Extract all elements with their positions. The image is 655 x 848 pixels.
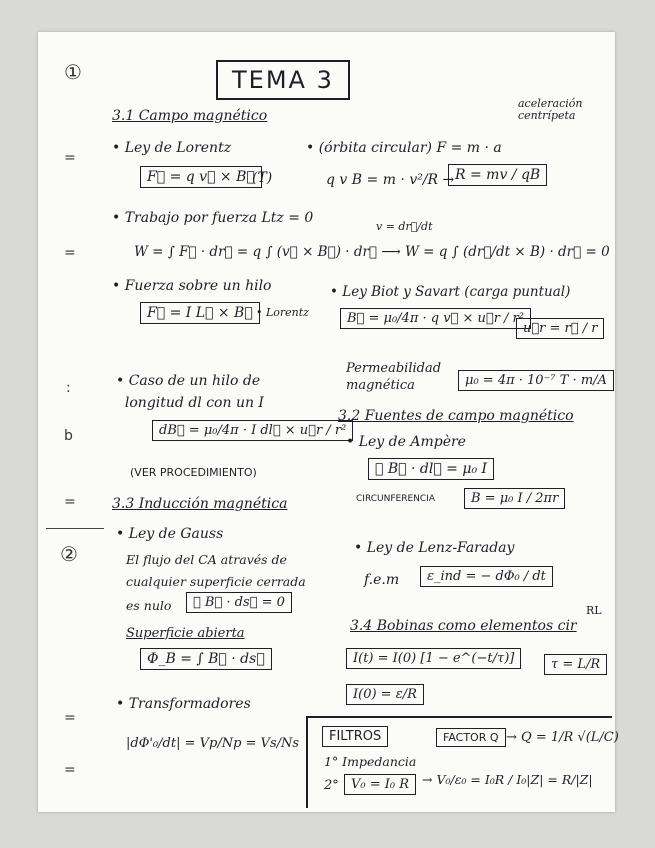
gauss-text-line3: es nulo [126, 598, 172, 613]
transformers-formula: |dΦ'₀/dt| = Vp/Np = Vs/Ns [126, 736, 300, 751]
current-formula: I(t) = I(0) [1 − e^(−t/τ)] [346, 648, 521, 669]
gauss-text-line1: El flujo del CA através de [126, 552, 287, 567]
impedance-heading: 1° Impedancia [324, 754, 417, 769]
ampere-heading: • Ley de Ampère [346, 434, 466, 450]
transformers-heading: • Transformadores [116, 696, 251, 712]
biot-savart-formula: B⃗ = μ₀/4π · q v⃗ × u⃗r / r² [340, 308, 531, 329]
margin-divider [46, 528, 104, 529]
initial-current-formula: I(0) = ε/R [346, 684, 424, 705]
velocity-note: v = dr⃗/dt [376, 220, 433, 233]
section-heading-3-3: 3.3 Inducción magnética [112, 496, 288, 512]
circumference-formula: B = μ₀ I / 2πr [464, 488, 565, 509]
open-surface-heading: Superficie abierta [126, 626, 245, 641]
circumference-label: CIRCUNFERENCIA [356, 494, 435, 504]
margin-number-1: ① [64, 60, 82, 84]
output-voltage-formula: V₀ = I₀ R [344, 774, 416, 795]
rl-label: RL [586, 604, 602, 617]
gauss-heading: • Ley de Gauss [116, 526, 224, 542]
lorentz-unit: (T) [252, 170, 273, 186]
section-heading-3-1: 3.1 Campo magnético [112, 108, 268, 124]
orbit-radius-formula: R = mv / qB [448, 164, 547, 186]
margin-mark: = [64, 150, 76, 166]
lenz-faraday-formula: ε_ind = − dΦ₀ / dt [420, 566, 553, 587]
orbit-heading: • (órbita circular) F = m · a [306, 140, 502, 156]
filters-top-border [306, 716, 612, 718]
section-heading-3-4: 3.4 Bobinas como elementos cir [350, 618, 577, 634]
margin-number-2: ② [60, 542, 78, 566]
section-heading-3-2: 3.2 Fuentes de campo magnético [338, 408, 574, 424]
lorentz-note: • Lorentz [256, 306, 309, 319]
quality-factor-label: FACTOR Q [436, 728, 506, 747]
page-title: TEMA 3 [216, 60, 350, 100]
lorentz-heading: • Ley de Lorentz [112, 140, 232, 156]
ampere-formula: ∮ B⃗ · dl⃗ = μ₀ I [368, 458, 494, 480]
wire-element-formula: dB⃗ = μ₀/4π · I dl⃗ × u⃗r / r² [152, 420, 353, 441]
gauss-text-line2: cualquier superficie cerrada [126, 574, 306, 589]
gauss-formula: ∮ B⃗ · ds⃗ = 0 [186, 592, 292, 613]
filters-label: FILTROS [322, 726, 388, 747]
open-surface-formula: Φ_B = ∫ B⃗ · ds⃗ [140, 648, 272, 670]
voltage-ratio-formula: → V₀/ε₀ = I₀R / I₀|Z| = R/|Z| [422, 772, 593, 787]
emf-label: f.e.m [364, 572, 400, 588]
margin-mark: : [66, 380, 71, 396]
filters-left-border [306, 716, 308, 808]
lenz-faraday-heading: • Ley de Lenz-Faraday [354, 540, 515, 556]
see-procedure-note: (VER PROCEDIMIENTO) [130, 466, 257, 479]
lorentz-formula: F⃗ = q v⃗ × B⃗ [140, 166, 262, 188]
wire-force-heading: • Fuerza sobre un hilo [112, 278, 272, 294]
biot-savart-heading: • Ley Biot y Savart (carga puntual) [330, 284, 571, 300]
permeability-label: Permeabilidad magnética [346, 361, 442, 393]
unit-vector-formula: u⃗r = r⃗ / r [516, 318, 604, 339]
margin-mark: = [64, 245, 76, 261]
quality-factor-formula: → Q = 1/R √(L/C) [506, 730, 619, 745]
margin-mark: = [64, 710, 76, 726]
margin-mark: = [64, 494, 76, 510]
margin-mark: b [64, 428, 73, 444]
permeability-formula: μ₀ = 4π · 10⁻⁷ T · m/A [458, 370, 614, 391]
orbit-equation: q v B = m · v²/R → [326, 172, 455, 188]
time-constant-formula: τ = L/R [544, 654, 607, 675]
acceleration-note: aceleración centrípeta [518, 97, 583, 122]
wire-element-heading: • Caso de un hilo de longitud dl con un I [116, 373, 264, 411]
margin-mark: = [64, 762, 76, 778]
second-step-label: 2° [324, 778, 339, 793]
work-heading: • Trabajo por fuerza Ltz = 0 [112, 210, 314, 226]
work-formula: W = ∫ F⃗ · dr⃗ = q ∫ (v⃗ × B⃗) · dr⃗ ⟶ W = q ∫ (dr⃗/dt × B) · dr⃗ = 0 [134, 244, 610, 260]
wire-force-formula: F⃗ = I L⃗ × B⃗ [140, 302, 260, 324]
